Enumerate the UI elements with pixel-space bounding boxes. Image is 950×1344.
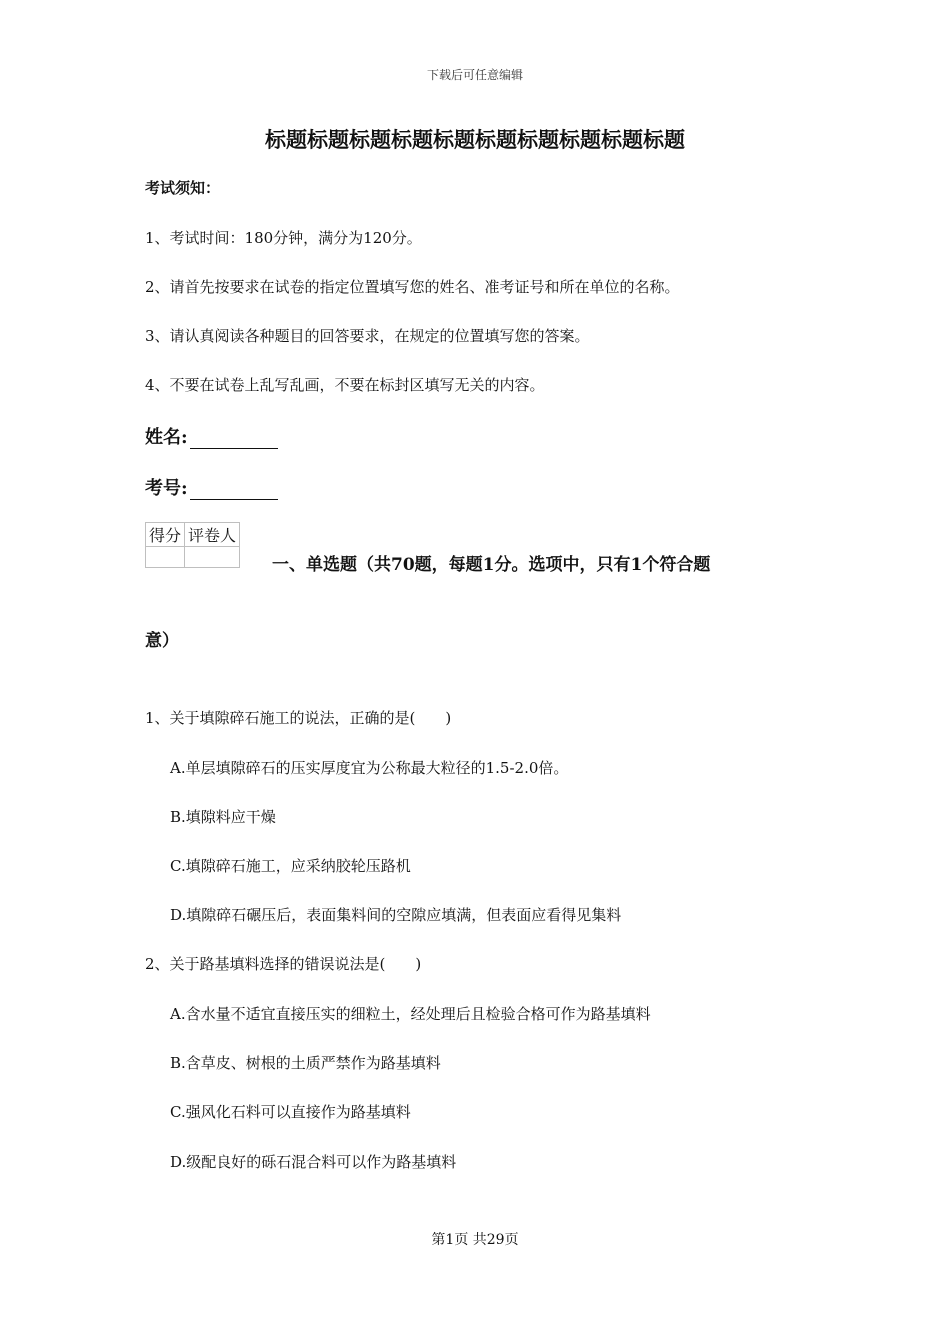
question-option: B.含草皮、树根的土质严禁作为路基填料 — [170, 1054, 441, 1072]
notice-item: 3、请认真阅读各种题目的回答要求，在规定的位置填写您的答案。 — [145, 327, 590, 345]
name-field — [145, 423, 278, 449]
grader-header: 评卷人 — [185, 523, 240, 547]
exam-id-field — [145, 474, 278, 500]
score-header: 得分 — [146, 523, 185, 547]
section-title: 一、单选题（共70题，每题1分。选项中，只有1个符合题 — [272, 555, 711, 575]
question-option: A.含水量不适宜直接压实的细粒土，经处理后且检验合格可作为路基填料 — [170, 1005, 651, 1023]
question-stem: 1、关于填隙碎石施工的说法，正确的是( ) — [145, 709, 452, 727]
notice-item: 1、考试时间：180分钟，满分为120分。 — [145, 229, 422, 247]
score-table — [145, 522, 240, 568]
name-blank-line[interactable] — [190, 430, 278, 449]
exam-id-label: 考号: — [145, 478, 188, 499]
name-label: 姓名: — [145, 427, 188, 448]
notice-heading: 考试须知： — [145, 179, 221, 197]
grader-cell — [185, 547, 240, 568]
notice-item: 2、请首先按要求在试卷的指定位置填写您的姓名、准考证号和所在单位的名称。 — [145, 278, 680, 296]
score-cell — [146, 547, 185, 568]
document-title: 标题标题标题标题标题标题标题标题标题标题 — [265, 127, 685, 152]
question-stem: 2、关于路基填料选择的错误说法是( ) — [145, 955, 422, 973]
page-footer: 第1页 共29页 — [431, 1232, 519, 1248]
section-title-continued: 意） — [145, 631, 179, 651]
question-option: C.填隙碎石施工，应采纳胶轮压路机 — [170, 857, 411, 875]
question-option: A.单层填隙碎石的压实厚度宜为公称最大粒径的1.5-2.0倍。 — [170, 759, 569, 777]
question-option: C.强风化石料可以直接作为路基填料 — [170, 1103, 411, 1121]
header-note: 下载后可任意编辑 — [426, 68, 523, 82]
exam-id-blank-line[interactable] — [190, 481, 278, 500]
question-option: B.填隙料应干燥 — [170, 808, 276, 826]
notice-item: 4、不要在试卷上乱写乱画，不要在标封区填写无关的内容。 — [145, 376, 545, 394]
question-option: D.级配良好的砾石混合料可以作为路基填料 — [170, 1153, 457, 1171]
question-option: D.填隙碎石碾压后，表面集料间的空隙应填满，但表面应看得见集料 — [170, 906, 622, 924]
